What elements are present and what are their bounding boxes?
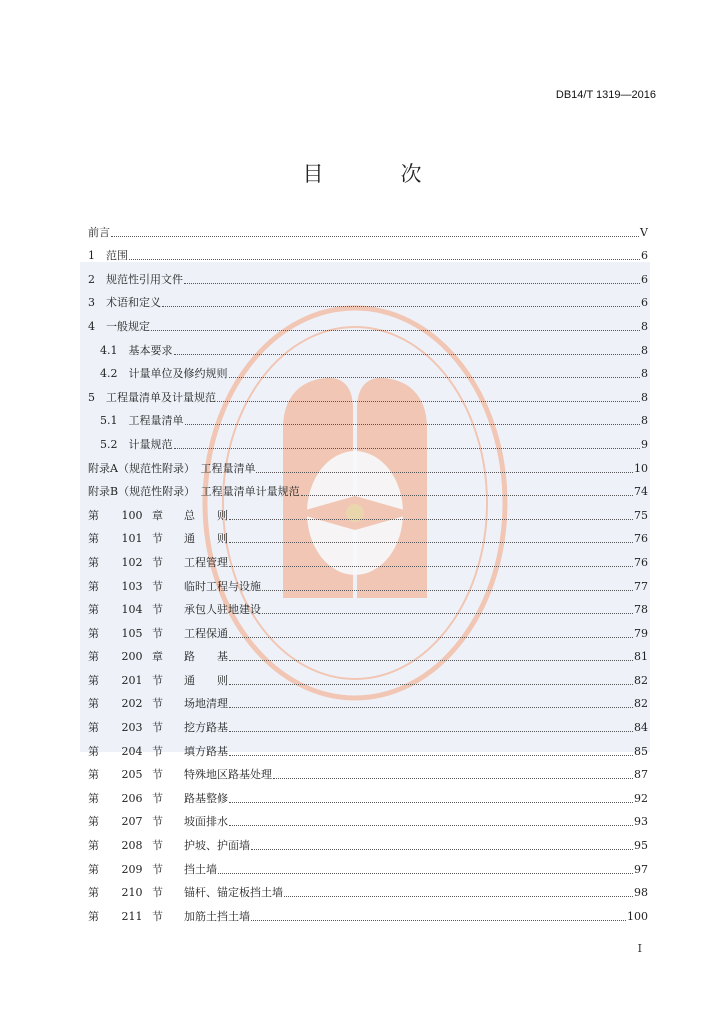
toc-number: 207 xyxy=(121,815,143,829)
toc-entry-label xyxy=(88,674,228,688)
toc-page-number: 10 xyxy=(634,461,648,475)
toc-title: 路基整修 xyxy=(184,791,228,805)
toc-page-number: 6 xyxy=(641,272,648,286)
toc-entry-label xyxy=(88,886,283,900)
toc-page-number: 74 xyxy=(634,485,648,499)
toc-number: 203 xyxy=(121,721,143,735)
toc-page-number: 100 xyxy=(627,909,648,923)
leader-dots xyxy=(229,730,633,732)
toc-number: 103 xyxy=(121,579,143,593)
toc-entry[interactable] xyxy=(88,499,648,523)
toc-unit: 节 xyxy=(152,579,163,593)
toc-title: 特殊地区路基处理 xyxy=(184,768,272,782)
toc-entry[interactable] xyxy=(88,452,648,476)
toc-unit: 节 xyxy=(152,697,163,711)
toc-unit: 节 xyxy=(152,744,163,758)
leader-dots xyxy=(229,659,633,661)
leader-dots xyxy=(301,494,633,496)
toc-page-number: 95 xyxy=(634,839,648,853)
leader-dots xyxy=(218,872,633,874)
toc-unit: 节 xyxy=(152,886,163,900)
toc-entry-label: 5 工程量清单及计量规范 xyxy=(88,390,216,404)
toc-unit: 节 xyxy=(152,532,163,546)
toc-entry[interactable] xyxy=(88,334,648,358)
toc-page-number: 6 xyxy=(641,296,648,310)
toc-entry-label xyxy=(88,556,228,570)
toc-prefix: 第 xyxy=(88,650,99,664)
page-number: I xyxy=(637,942,642,955)
toc-prefix: 第 xyxy=(88,508,99,522)
toc-entry-label: 5.2 计量规范 xyxy=(100,437,173,451)
toc-number: 100 xyxy=(121,508,143,522)
leader-dots xyxy=(229,636,633,638)
toc-entry-label xyxy=(88,839,250,853)
toc-prefix: 第 xyxy=(88,862,99,876)
toc-entry[interactable] xyxy=(88,405,648,429)
toc-page-number: 8 xyxy=(641,319,648,333)
toc-entry[interactable] xyxy=(88,688,648,712)
leader-dots xyxy=(217,400,640,402)
leader-dots xyxy=(229,801,633,803)
toc-page-number: 87 xyxy=(634,768,648,782)
toc-entry-label xyxy=(88,721,228,735)
toc-title: 工程管理 xyxy=(184,555,228,569)
toc-title: 填方路基 xyxy=(184,744,228,758)
toc-entry[interactable] xyxy=(88,853,648,877)
toc-entry[interactable] xyxy=(88,782,648,806)
toc-entry[interactable] xyxy=(88,759,648,783)
toc-page-number: 76 xyxy=(634,555,648,569)
toc-number: 208 xyxy=(121,839,143,853)
table-of-contents xyxy=(88,216,648,924)
toc-page-number: 85 xyxy=(634,744,648,758)
toc-page-number: 97 xyxy=(634,862,648,876)
toc-page-number: 8 xyxy=(641,367,648,381)
leader-dots xyxy=(256,471,633,473)
toc-entry-label: 5.1 工程量清单 xyxy=(100,414,184,428)
leader-dots xyxy=(229,754,633,756)
toc-number: 202 xyxy=(121,697,143,711)
toc-title: 护坡、护面墙 xyxy=(184,839,250,853)
toc-unit: 节 xyxy=(152,791,163,805)
toc-entry[interactable] xyxy=(88,829,648,853)
leader-dots xyxy=(251,848,633,850)
leader-dots xyxy=(284,895,633,897)
toc-unit: 节 xyxy=(152,815,163,829)
toc-title: 工程保通 xyxy=(184,626,228,640)
toc-number: 200 xyxy=(121,650,143,664)
toc-number: 206 xyxy=(121,791,143,805)
toc-entry[interactable] xyxy=(88,806,648,830)
toc-entry[interactable] xyxy=(88,594,648,618)
toc-number: 210 xyxy=(121,886,143,900)
toc-entry[interactable] xyxy=(88,263,648,287)
toc-entry-label: 附录A（规范性附录） 工程量清单 xyxy=(88,461,256,475)
toc-page-number: 98 xyxy=(634,886,648,900)
toc-entry-label xyxy=(88,603,261,617)
toc-entry-label xyxy=(88,792,228,806)
leader-dots xyxy=(229,683,633,685)
toc-prefix: 第 xyxy=(88,839,99,853)
toc-entry[interactable] xyxy=(88,476,648,500)
toc-unit: 节 xyxy=(152,768,163,782)
toc-page-number: 8 xyxy=(641,343,648,357)
toc-unit: 章 xyxy=(152,508,163,522)
leader-dots xyxy=(129,258,640,260)
toc-unit: 节 xyxy=(152,721,163,735)
leader-dots xyxy=(184,282,640,284)
toc-entry[interactable] xyxy=(88,570,648,594)
toc-page-number: 79 xyxy=(634,626,648,640)
toc-title: 场地清理 xyxy=(184,697,228,711)
toc-entry[interactable] xyxy=(88,617,648,641)
toc-entry[interactable] xyxy=(88,546,648,570)
toc-unit: 章 xyxy=(152,650,163,664)
toc-page-number: 81 xyxy=(634,650,648,664)
toc-entry[interactable] xyxy=(88,735,648,759)
toc-entry[interactable] xyxy=(88,428,648,452)
toc-unit: 节 xyxy=(152,862,163,876)
toc-prefix: 第 xyxy=(88,603,99,617)
toc-page-number: 82 xyxy=(634,673,648,687)
toc-entry-label: 2 规范性引用文件 xyxy=(88,272,183,286)
toc-number: 105 xyxy=(121,626,143,640)
toc-number: 101 xyxy=(121,532,143,546)
toc-page-number: 77 xyxy=(634,579,648,593)
leader-dots xyxy=(229,541,633,543)
leader-dots xyxy=(229,565,633,567)
toc-number: 201 xyxy=(121,673,143,687)
toc-unit: 节 xyxy=(152,555,163,569)
toc-prefix: 第 xyxy=(88,744,99,758)
toc-title: 总 则 xyxy=(184,508,228,522)
toc-title: 通 则 xyxy=(184,673,228,687)
toc-title: 挡土墙 xyxy=(184,862,217,876)
toc-entry-label: 4.2 计量单位及修约规则 xyxy=(100,367,228,381)
toc-prefix: 第 xyxy=(88,626,99,640)
toc-entry-label: 4 一般规定 xyxy=(88,319,150,333)
standard-code: DB14/T 1319—2016 xyxy=(555,89,656,101)
toc-entry[interactable] xyxy=(88,900,648,924)
toc-entry-label xyxy=(88,815,228,829)
toc-entry[interactable] xyxy=(88,664,648,688)
toc-title: 通 则 xyxy=(184,532,228,546)
toc-entry[interactable] xyxy=(88,641,648,665)
toc-number: 211 xyxy=(121,909,143,923)
toc-page-number: 6 xyxy=(641,249,648,263)
toc-entry-label xyxy=(88,627,228,641)
toc-entry-label: 前言 xyxy=(88,225,110,239)
toc-page-number: 75 xyxy=(634,508,648,522)
toc-prefix: 第 xyxy=(88,886,99,900)
toc-entry[interactable] xyxy=(88,358,648,382)
leader-dots xyxy=(273,777,633,779)
toc-page-number: V xyxy=(640,225,648,239)
toc-entry[interactable] xyxy=(88,310,648,334)
toc-entry-label: 1 范围 xyxy=(88,249,128,263)
toc-unit: 节 xyxy=(152,909,163,923)
leader-dots xyxy=(162,305,640,307)
toc-prefix: 第 xyxy=(88,909,99,923)
toc-unit: 节 xyxy=(152,603,163,617)
toc-entry-label xyxy=(88,509,228,523)
toc-prefix: 第 xyxy=(88,791,99,805)
toc-prefix: 第 xyxy=(88,815,99,829)
toc-prefix: 第 xyxy=(88,555,99,569)
toc-title: 加筋土挡土墙 xyxy=(184,909,250,923)
leader-dots xyxy=(251,919,626,921)
leader-dots xyxy=(229,824,633,826)
toc-page-number: 82 xyxy=(634,697,648,711)
toc-entry-label xyxy=(88,910,250,924)
toc-title: 承包人驻地建设 xyxy=(184,603,261,617)
toc-title: 路 基 xyxy=(184,650,228,664)
toc-unit: 节 xyxy=(152,839,163,853)
leader-dots xyxy=(229,376,641,378)
toc-page-number: 76 xyxy=(634,532,648,546)
toc-prefix: 第 xyxy=(88,768,99,782)
leader-dots xyxy=(262,589,633,591)
leader-dots xyxy=(229,518,633,520)
toc-page-number: 8 xyxy=(641,414,648,428)
toc-entry-label xyxy=(88,697,228,711)
leader-dots xyxy=(229,706,633,708)
leader-dots xyxy=(185,423,641,425)
toc-unit: 节 xyxy=(152,626,163,640)
toc-number: 204 xyxy=(121,744,143,758)
toc-page-number: 92 xyxy=(634,791,648,805)
toc-prefix: 第 xyxy=(88,579,99,593)
leader-dots xyxy=(174,447,641,449)
toc-prefix: 第 xyxy=(88,721,99,735)
toc-unit: 节 xyxy=(152,673,163,687)
toc-entry[interactable] xyxy=(88,523,648,547)
toc-title: 坡面排水 xyxy=(184,815,228,829)
toc-number: 209 xyxy=(121,862,143,876)
toc-entry-label xyxy=(88,745,228,759)
leader-dots xyxy=(111,235,639,237)
toc-page-number: 84 xyxy=(634,721,648,735)
toc-title: 临时工程与设施 xyxy=(184,579,261,593)
toc-entry[interactable] xyxy=(88,240,648,264)
toc-entry-label: 4.1 基本要求 xyxy=(100,343,173,357)
toc-prefix: 第 xyxy=(88,697,99,711)
toc-page-number: 8 xyxy=(641,390,648,404)
toc-prefix: 第 xyxy=(88,532,99,546)
toc-entry-label xyxy=(88,768,272,782)
toc-number: 205 xyxy=(121,768,143,782)
toc-page-number: 93 xyxy=(634,815,648,829)
toc-prefix: 第 xyxy=(88,673,99,687)
page-title: 目 次 xyxy=(302,162,450,186)
leader-dots xyxy=(151,329,640,331)
leader-dots xyxy=(262,612,633,614)
toc-page-number: 78 xyxy=(634,603,648,617)
toc-page-number: 9 xyxy=(641,437,648,451)
toc-entry[interactable] xyxy=(88,287,648,311)
toc-entry[interactable] xyxy=(88,216,648,240)
toc-entry-label xyxy=(88,580,261,594)
toc-number: 104 xyxy=(121,603,143,617)
toc-entry-label xyxy=(88,863,217,877)
toc-entry-label: 3 术语和定义 xyxy=(88,296,161,310)
toc-title: 锚杆、锚定板挡土墙 xyxy=(184,886,283,900)
toc-entry[interactable] xyxy=(88,877,648,901)
toc-entry[interactable] xyxy=(88,711,648,735)
toc-entry[interactable] xyxy=(88,381,648,405)
toc-title: 挖方路基 xyxy=(184,721,228,735)
toc-entry-label: 附录B（规范性附录） 工程量清单计量规范 xyxy=(88,485,300,499)
toc-entry-label xyxy=(88,532,228,546)
toc-number: 102 xyxy=(121,555,143,569)
leader-dots xyxy=(174,353,641,355)
toc-entry-label xyxy=(88,650,228,664)
